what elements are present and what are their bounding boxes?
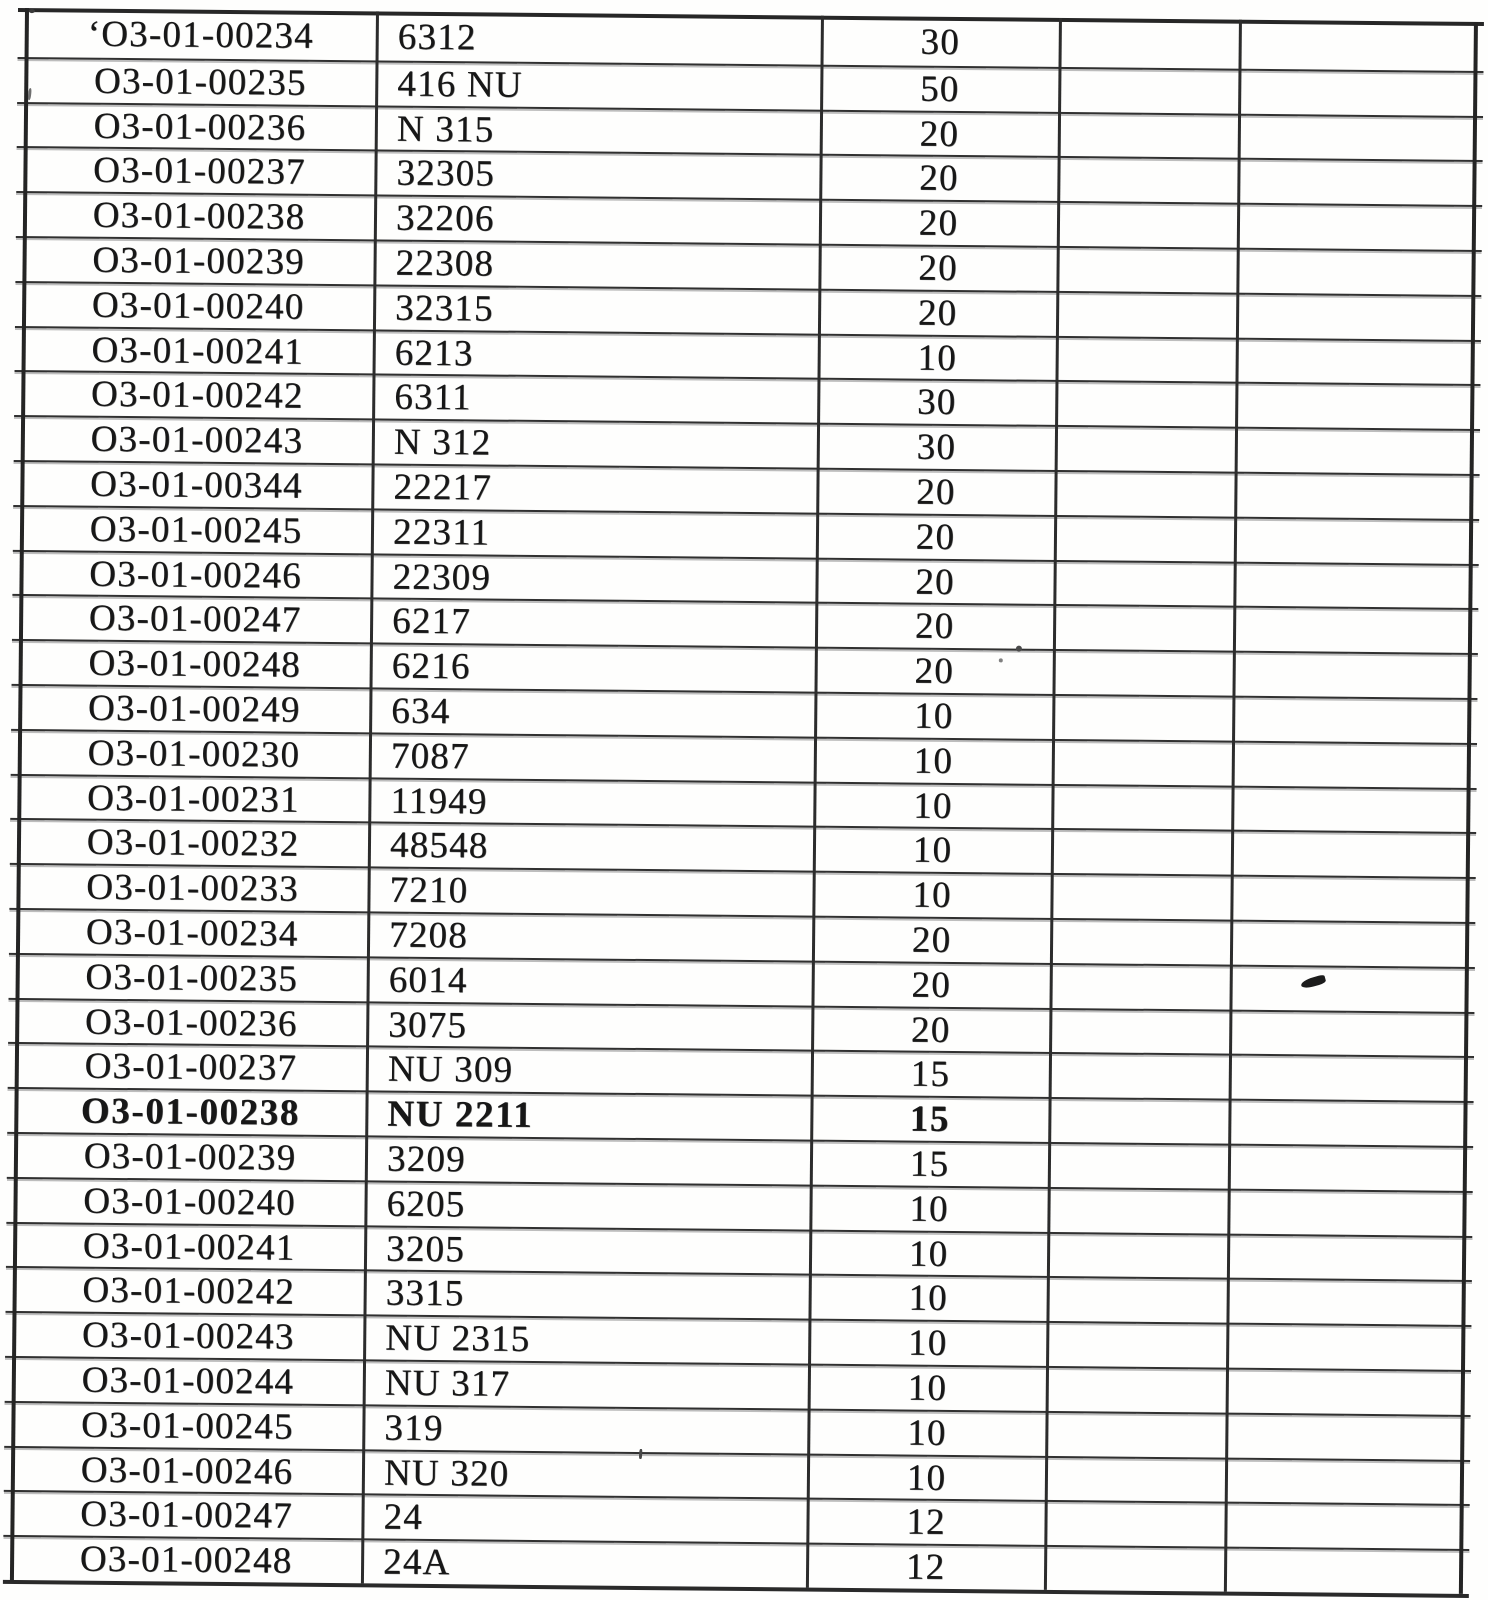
cell-quantity: 10 <box>909 1188 949 1230</box>
cell-item-id: O3-01-00233 <box>86 866 300 910</box>
cell-quantity: 20 <box>915 516 956 558</box>
cell-quantity: 10 <box>908 1233 949 1275</box>
cell-quantity: 30 <box>920 21 961 64</box>
cell-part-number: 6014 <box>388 959 468 1002</box>
cell-part-number: 3205 <box>385 1228 466 1270</box>
ink-dot-b <box>999 658 1003 662</box>
cell-quantity: 20 <box>919 158 959 200</box>
cell-item-id: O3-01-00244 <box>81 1359 295 1403</box>
parts-table <box>3 8 1484 1598</box>
cell-item-id: O3-01-00241 <box>82 1225 296 1269</box>
cell-part-number: NU 2211 <box>387 1093 534 1137</box>
cell-part-number: 32305 <box>396 152 496 195</box>
cell-quantity: 20 <box>919 113 960 155</box>
cell-item-id: O3-01-00243 <box>90 418 304 462</box>
cell-item-id: O3-01-00249 <box>87 687 301 731</box>
cell-quantity: 30 <box>916 426 957 469</box>
cell-part-number: 6217 <box>391 600 472 643</box>
cell-quantity: 20 <box>918 202 959 245</box>
cell-part-number: NU 309 <box>387 1048 514 1092</box>
cell-quantity: 10 <box>907 1322 948 1365</box>
cell-item-id: O3-01-00239 <box>92 239 306 283</box>
cell-item-id: O3-01-00248 <box>79 1538 293 1582</box>
cell-quantity: 10 <box>907 1367 948 1409</box>
cell-part-number: 6205 <box>386 1183 466 1226</box>
cell-quantity: 12 <box>906 1501 946 1544</box>
cell-quantity: 20 <box>918 247 958 289</box>
cell-part-number: 3075 <box>388 1004 468 1046</box>
cell-part-number: 319 <box>384 1407 444 1449</box>
cell-part-number: 6216 <box>391 645 471 688</box>
cell-item-id: O3-01-00237 <box>84 1045 298 1090</box>
cell-part-number: 22311 <box>392 511 491 554</box>
cell-quantity: 20 <box>910 1009 951 1051</box>
cell-item-id: O3-01-00344 <box>89 463 303 507</box>
cell-quantity: 20 <box>914 605 955 648</box>
cell-quantity: 10 <box>912 874 952 917</box>
cell-quantity: 10 <box>913 740 954 782</box>
cell-item-id: O3-01-00241 <box>91 329 305 373</box>
cell-quantity: 15 <box>909 1098 951 1141</box>
cell-quantity: 15 <box>910 1053 951 1096</box>
cell-part-number: NU 320 <box>383 1452 510 1495</box>
cell-quantity: 12 <box>905 1546 946 1589</box>
cell-item-id: O3-01-00235 <box>93 60 307 104</box>
cell-part-number: 7210 <box>389 869 469 912</box>
cell-item-id: O3-01-00240 <box>91 284 305 328</box>
cell-part-number: 24A <box>382 1541 451 1584</box>
cell-quantity: 20 <box>911 919 952 961</box>
cell-part-number: 416 NU <box>397 63 523 106</box>
cell-quantity: 50 <box>919 68 960 110</box>
cell-quantity: 30 <box>916 381 957 424</box>
cell-part-number: N 315 <box>396 108 495 151</box>
cell-item-id: O3-01-00243 <box>81 1314 295 1358</box>
cell-part-number: NU 2315 <box>385 1317 531 1361</box>
cell-item-id: O3-01-00246 <box>80 1449 294 1493</box>
cell-item-id: O3-01-00238 <box>80 1090 301 1134</box>
cell-item-id: O3-01-00234 <box>85 911 299 955</box>
cell-quantity: 20 <box>911 964 952 1006</box>
cell-part-number: NU 317 <box>384 1362 511 1405</box>
cell-quantity: 20 <box>914 650 955 693</box>
cell-quantity: 10 <box>913 695 954 737</box>
speck-top-left-corner <box>29 9 35 13</box>
ink-dot-a <box>1016 646 1022 652</box>
cell-part-number: 11949 <box>390 780 488 823</box>
cell-part-number: 22217 <box>393 466 493 509</box>
cell-part-number: 3315 <box>385 1272 465 1315</box>
cell-quantity: 20 <box>917 292 958 334</box>
cell-quantity: 10 <box>906 1412 947 1454</box>
cell-part-number: 32206 <box>395 197 495 240</box>
cell-quantity: 20 <box>915 561 955 603</box>
cell-part-number: 6213 <box>394 332 474 374</box>
cell-item-id: O3-01-00242 <box>82 1269 296 1313</box>
cell-part-number: 48548 <box>389 824 489 867</box>
cell-part-number: 6311 <box>394 376 472 419</box>
cell-item-id: O3-01-00245 <box>89 508 303 552</box>
cell-item-id: O3-01-00232 <box>86 822 300 866</box>
cell-part-number: 6312 <box>397 16 477 59</box>
cell-item-id: O3-01-00231 <box>86 777 300 821</box>
cell-part-number: 32315 <box>394 287 494 330</box>
cell-quantity: 10 <box>906 1457 947 1499</box>
cell-quantity: 10 <box>912 829 953 872</box>
cell-part-number: 7087 <box>390 735 470 778</box>
cell-item-id: O3-01-00248 <box>88 642 302 686</box>
cell-quantity: 15 <box>909 1143 950 1185</box>
cell-part-number: 22308 <box>395 242 495 285</box>
cell-part-number: N 312 <box>393 421 492 464</box>
cell-quantity: 10 <box>908 1277 949 1320</box>
cell-item-id: O3-01-00239 <box>83 1135 297 1179</box>
cell-item-id: O3-01-00236 <box>93 105 307 149</box>
cell-quantity: 10 <box>917 337 958 379</box>
cell-part-number: 7208 <box>388 914 469 957</box>
cell-item-id: O3-01-00237 <box>92 150 306 194</box>
cell-item-id: O3-01-00242 <box>90 374 304 418</box>
cell-item-id: O3-01-00247 <box>80 1493 294 1537</box>
cell-item-id: O3-01-00246 <box>89 553 303 597</box>
cell-part-number: 3209 <box>386 1138 466 1181</box>
cell-part-number: 24 <box>383 1496 424 1539</box>
cell-item-id: O3-01-00247 <box>88 598 302 642</box>
cell-item-id: O3-01-00240 <box>83 1180 297 1224</box>
cell-item-id: O3-01-00235 <box>85 956 299 1000</box>
cell-part-number: 22309 <box>392 556 492 599</box>
cell-part-number: 634 <box>391 690 451 733</box>
cell-item-id: O3-01-00245 <box>80 1404 294 1448</box>
cell-item-id: O3-01-00238 <box>92 194 306 238</box>
cell-item-id: O3-01-00236 <box>84 1001 298 1045</box>
cell-quantity: 10 <box>913 785 953 827</box>
cell-item-id: O3-01-00230 <box>87 732 301 776</box>
cell-item-id: ‘O3-01-00234 <box>87 13 315 57</box>
cell-quantity: 20 <box>916 471 956 513</box>
